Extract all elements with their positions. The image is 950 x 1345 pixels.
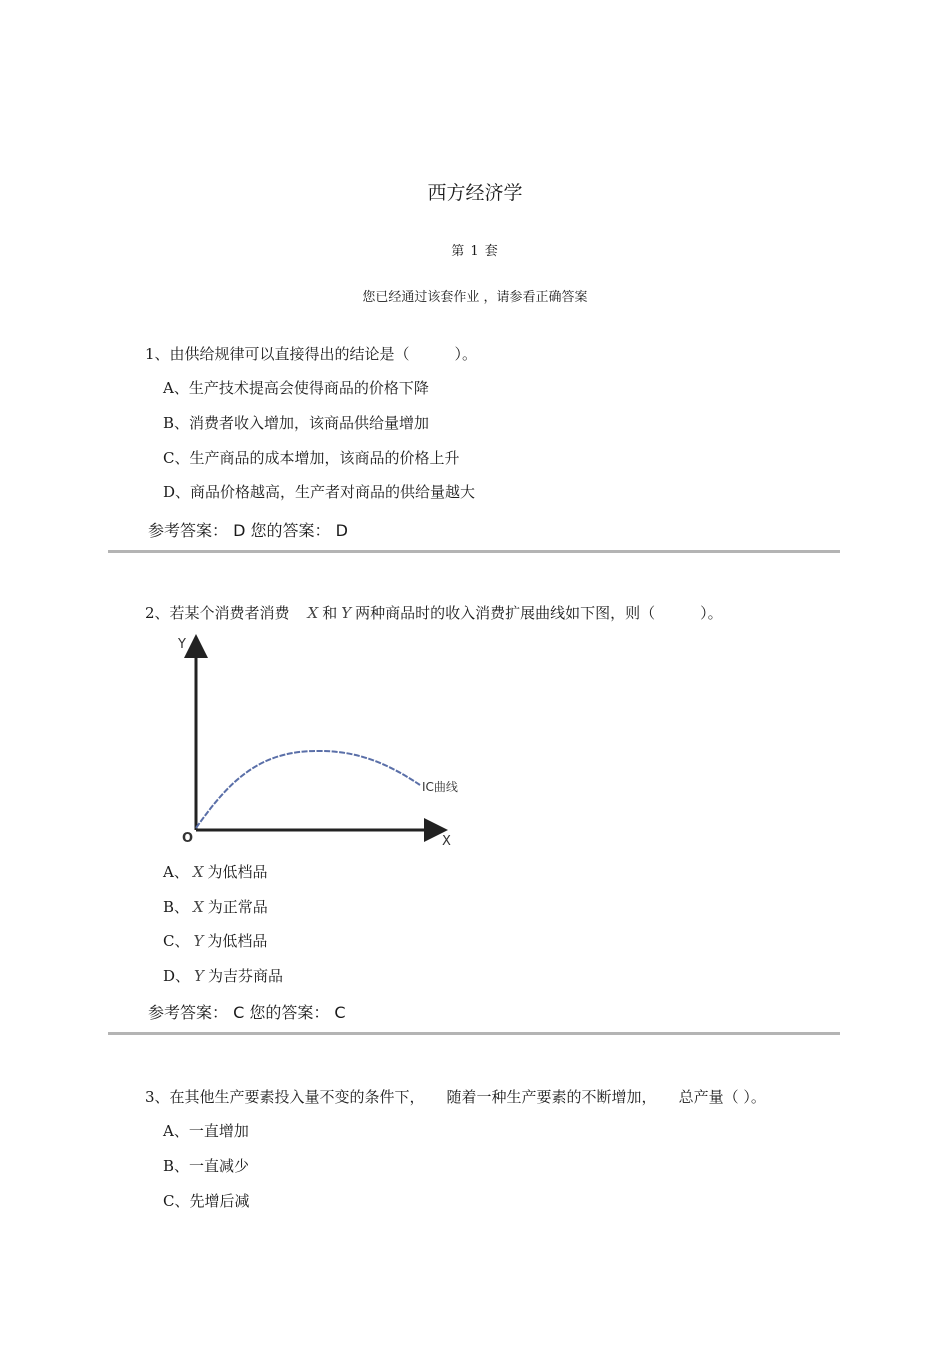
question-2-prompt bbox=[145, 602, 723, 623]
ic-curve-figure bbox=[170, 630, 470, 850]
question-2-option-b: B、 X 为正常品 bbox=[163, 898, 268, 916]
question-3-prompt: 3、在其他生产要素投入量不变的条件下， 随着一种生产要素的不断增加， 总产量（ ）。 bbox=[145, 1088, 766, 1106]
question-3-option-b: B、一直减少 bbox=[163, 1157, 250, 1175]
question-2-prompt-and: 和 bbox=[322, 604, 338, 622]
question-2-prompt-pre: 2、若某个消费者消费 bbox=[145, 604, 290, 622]
page-title: 西方经济学 bbox=[427, 182, 523, 204]
question-1-option-c: C、生产商品的成本增加，该商品的价格上升 bbox=[163, 449, 460, 467]
question-2-option-a: A、 X 为低档品 bbox=[163, 863, 268, 881]
question-1-option-a: A、生产技术提高会使得商品的价格下降 bbox=[163, 379, 429, 397]
completion-notice: 您已经通过该套作业 ，请参看正确答案 bbox=[362, 290, 588, 305]
question-2-prompt-post: 两种商品时的收入消费扩展曲线如下图，则（ ）。 bbox=[355, 604, 723, 622]
origin-label: O bbox=[182, 831, 194, 846]
question-1-option-d: D、商品价格越高，生产者对商品的供给量越大 bbox=[163, 483, 476, 501]
question-1-prompt: 1、由供给规律可以直接得出的结论是（ ）。 bbox=[145, 345, 478, 363]
var-x: X bbox=[192, 863, 204, 881]
var-x: X bbox=[193, 898, 204, 916]
question-2-option-c: C、 Y 为低档品 bbox=[163, 932, 268, 950]
x-axis-label: X bbox=[442, 834, 451, 849]
question-1-answer: 参考答案： D 您的答案： D bbox=[148, 521, 348, 540]
question-3-option-c: C、先增后减 bbox=[163, 1192, 250, 1210]
set-label: 第 1 套 bbox=[451, 244, 499, 259]
question-2-option-d: D、 Y 为吉芬商品 bbox=[163, 967, 283, 985]
var-y: Y bbox=[193, 932, 204, 950]
divider bbox=[108, 550, 840, 553]
var-x: X bbox=[307, 604, 319, 622]
y-axis-label: Y bbox=[178, 637, 186, 652]
question-1-option-b: B、消费者收入增加，该商品供给量增加 bbox=[163, 414, 430, 432]
question-3-option-a: A、一直增加 bbox=[163, 1122, 249, 1140]
income-consumption-curve bbox=[196, 751, 420, 828]
question-2-answer: 参考答案： C 您的答案： C bbox=[148, 1003, 346, 1022]
var-y: Y bbox=[341, 604, 352, 622]
divider bbox=[108, 1032, 840, 1035]
var-y: Y bbox=[194, 967, 204, 985]
curve-label: IC曲线 bbox=[422, 780, 458, 794]
